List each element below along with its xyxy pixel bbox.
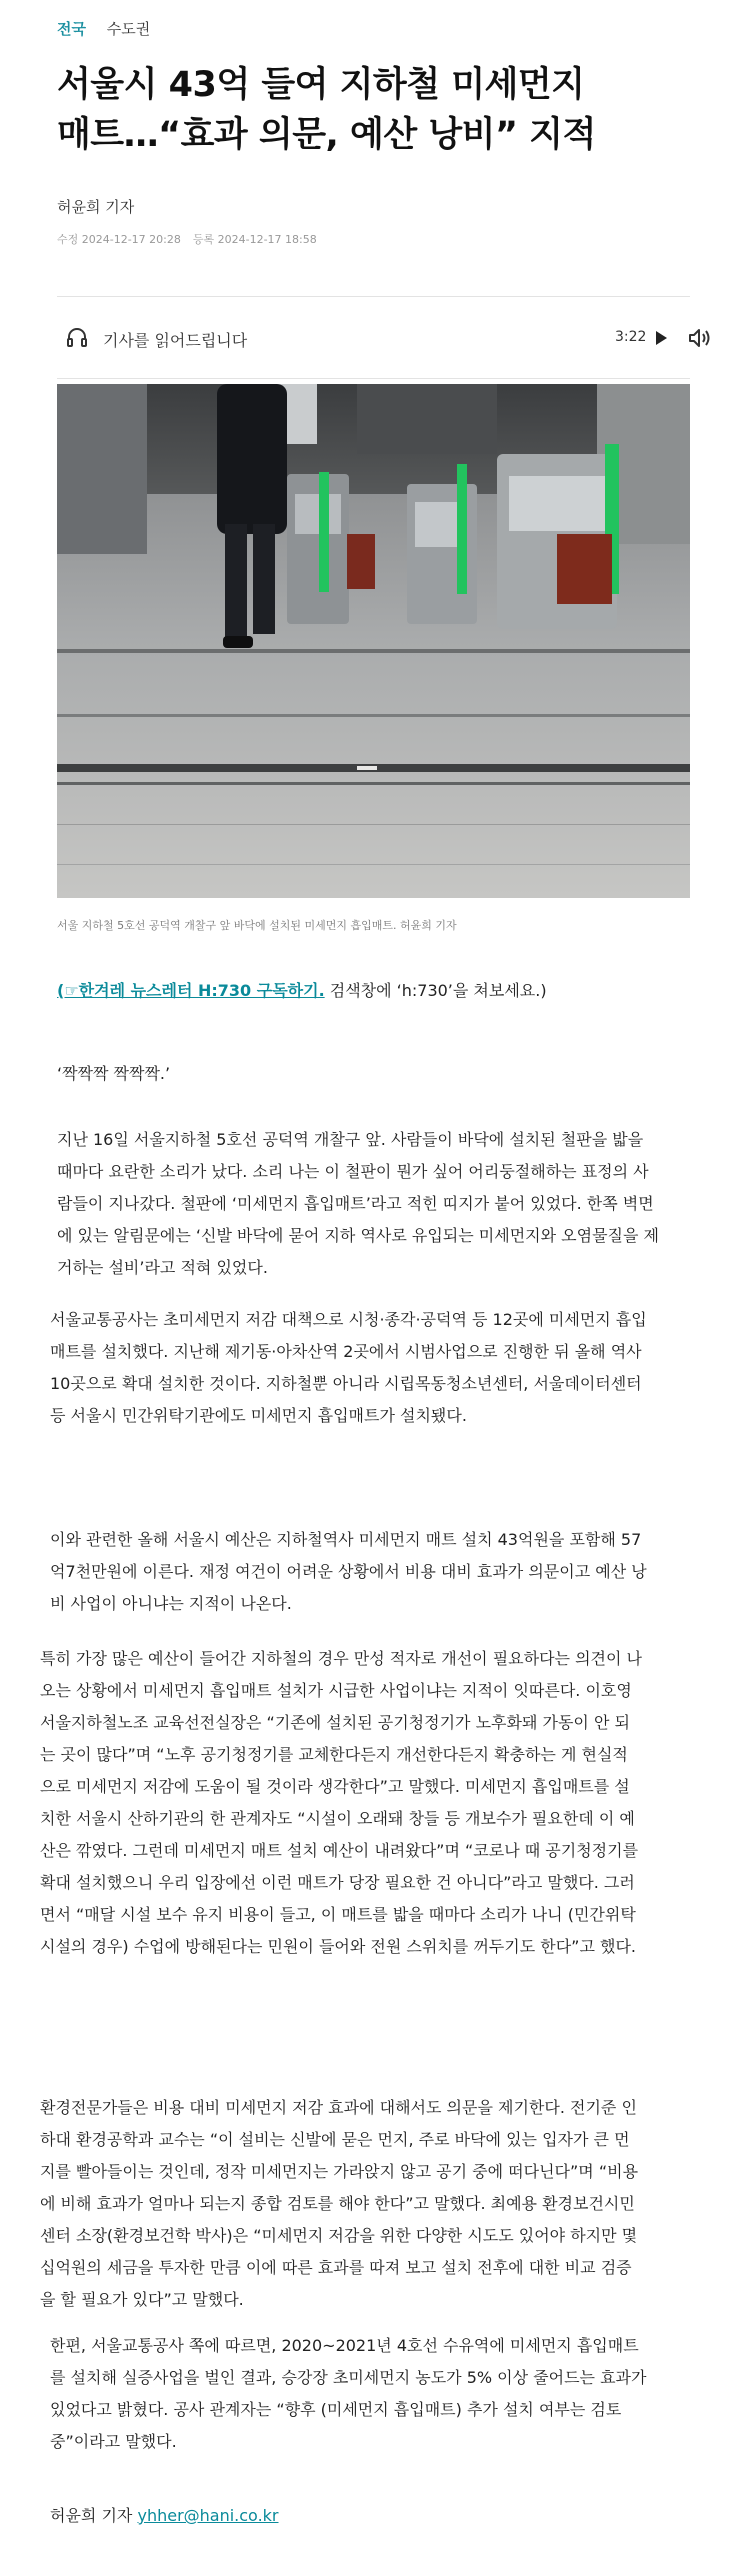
paragraph-line: 매트를 설치했다. 지난해 제기동·아차산역 2곳에서 시범사업으로 진행한 뒤 올해 역사: [50, 1342, 642, 1361]
paragraph-line: 산은 깎였다. 그런데 미세먼지 매트 설치 예산이 내려왔다”며 “코로나 때 공기청정기를: [40, 1841, 639, 1860]
audio-duration: 3:22: [615, 329, 647, 345]
paragraph-line: 특히 가장 많은 예산이 들어간 지하철의 경우 만성 적자로 개선이 필요하다는 의견이 나: [40, 1649, 642, 1668]
paragraph-2: [57, 1124, 697, 1284]
paragraph-line: 를 설치해 실증사업을 벌인 결과, 승강장 초미세먼지 농도가 5% 이상 줄어드는 효과가: [50, 2368, 647, 2387]
paragraph-line: 거하는 설비’라고 적혀 있었다.: [57, 1258, 268, 1277]
paragraph-line: 센터 소장(환경보건학 박사)은 “미세먼지 저감을 위한 다양한 시도도 있어야 하지만 몇: [40, 2226, 638, 2245]
paragraph-line: 하대 환경공학과 교수는 “이 설비는 신발에 묻은 먼지, 주로 바닥에 있는 입자가 큰 먼: [40, 2130, 630, 2149]
byline[interactable]: 허윤희 기자: [57, 198, 135, 216]
paragraph-line: 서울지하철노조 교육선전실장은 “기존에 설치된 공기청정기가 노후화돼 가동이 안 되: [40, 1713, 630, 1732]
divider: [57, 378, 690, 379]
paragraph-line: 오는 상황에서 미세먼지 흡입매트 설치가 시급한 사업이냐는 지적이 잇따른다. 이호영: [40, 1681, 632, 1700]
paragraph-3: [50, 1304, 690, 1432]
author-email-link[interactable]: yhher@hani.co.kr: [137, 2506, 279, 2525]
paragraph-5: [40, 1643, 700, 1963]
paragraph-line: 람들이 지나갔다. 철판에 ‘미세먼지 흡입매트’라고 적힌 띠지가 붙어 있었다. 한쪽 벽면: [57, 1194, 654, 1213]
paragraph-line: 이와 관련한 올해 서울시 예산은 지하철역사 미세먼지 매트 설치 43억원을 포함해 57: [50, 1530, 642, 1549]
paragraph-line: 확대 설치했으니 우리 입장에선 이런 매트가 당장 필요한 건 아니다”라고 말했다. 그러: [40, 1873, 635, 1892]
date-registered: 등록 2024-12-17 18:58: [192, 233, 317, 246]
paragraph-line: 서울교통공사는 초미세먼지 저감 대책으로 시청·종각·공덕역 등 12곳에 미세먼지 흡입: [50, 1310, 647, 1329]
author-signature: [50, 2500, 690, 2532]
play-icon[interactable]: [652, 329, 670, 347]
dates: [57, 231, 317, 247]
paragraph-line: 십억원의 세금을 투자한 만큼 이에 따른 효과를 따져 보고 설치 전후에 대한 비교 검증: [40, 2258, 632, 2277]
newsletter-promo: [57, 975, 697, 1007]
headphones-icon: [65, 326, 89, 350]
paragraph-7: [50, 2330, 690, 2458]
audio-player[interactable]: [57, 318, 690, 358]
category-breadcrumb: [57, 18, 150, 39]
paragraph-1: ‘짝짝짝 짝짝짝.’: [57, 1064, 171, 1083]
divider: [57, 296, 690, 297]
paragraph-line: 등 서울시 민간위탁기관에도 미세먼지 흡입매트가 설치됐다.: [50, 1406, 467, 1425]
paragraph-line: 있었다고 밝혔다. 공사 관계자는 “향후 (미세먼지 흡입매트) 추가 설치 여부는 검토: [50, 2400, 622, 2419]
paragraph-line: 10곳으로 확대 설치한 것이다. 지하철뿐 아니라 시립목동청소년센터, 서울데이터센터: [50, 1374, 642, 1393]
paragraph-line: 으로 미세먼지 저감에 도움이 될 것이라 생각한다”고 말했다. 미세먼지 흡입매트를 설: [40, 1777, 630, 1796]
newsletter-link[interactable]: (☞한겨레 뉴스레터 H:730 구독하기.: [57, 981, 325, 1000]
speaker-icon[interactable]: [687, 326, 713, 350]
date-modified: 수정 2024-12-17 20:28: [57, 233, 181, 246]
paragraph-6: [40, 2092, 700, 2316]
category-primary[interactable]: 전국: [57, 20, 86, 38]
author-name: 허윤희 기자: [50, 2506, 133, 2525]
paragraph-line: 지난 16일 서울지하철 5호선 공덕역 개찰구 앞. 사람들이 바닥에 설치된 철판을 밟을: [57, 1130, 644, 1149]
paragraph-line: 면서 “매달 시설 보수 유지 비용이 들고, 이 매트를 밟을 때마다 소리가 나니 (민간위탁: [40, 1905, 636, 1924]
paragraph-line: 환경전문가들은 비용 대비 미세먼지 저감 효과에 대해서도 의문을 제기한다. 전기준 인: [40, 2098, 637, 2117]
paragraph-line: 지를 빨아들이는 것인데, 정작 미세먼지는 가라앉지 않고 공기 중에 떠다닌다”며 “비용: [40, 2162, 639, 2181]
article-photo: [57, 384, 690, 898]
paragraph-4: [50, 1524, 690, 1620]
subway-gate-photo: [57, 384, 690, 898]
paragraph-line: 때마다 요란한 소리가 났다. 소리 나는 이 철판이 뭔가 싶어 어리둥절해하는 표정의 사: [57, 1162, 649, 1181]
paragraph-line: 시설의 경우) 수업에 방해된다는 민원이 들어와 전원 스위치를 꺼두기도 한다”고 했다.: [40, 1937, 636, 1956]
newsletter-hint: 검색창에 ‘h:730’을 쳐보세요.): [324, 981, 547, 1000]
headline: [57, 60, 697, 160]
headline-line-2: 매트…“효과 의문, 예산 낭비” 지적: [57, 115, 596, 155]
paragraph-line: 비 사업이 아니냐는 지적이 나온다.: [50, 1594, 292, 1613]
paragraph-line: 치한 서울시 산하기관의 한 관계자도 “시설이 오래돼 창들 등 개보수가 필요한데 이 예: [40, 1809, 635, 1828]
headline-line-1: 서울시 43억 들여 지하철 미세먼지: [57, 65, 585, 105]
audio-label: 기사를 읽어드립니다: [103, 331, 248, 350]
paragraph-line: 을 할 필요가 있다”고 말했다.: [40, 2290, 244, 2309]
paragraph-line: 중”이라고 말했다.: [50, 2432, 177, 2451]
paragraph-line: 억7천만원에 이른다. 재정 여건이 어려운 상황에서 비용 대비 효과가 의문이고 예산 낭: [50, 1562, 647, 1581]
paragraph-line: 에 있는 알림문에는 ‘신발 바닥에 묻어 지하 역사로 유입되는 미세먼지와 오염물질을 제: [57, 1226, 659, 1245]
paragraph-line: 에 비해 효과가 얼마나 되는지 종합 검토를 해야 한다”고 말했다. 최예용 환경보건시민: [40, 2194, 635, 2213]
category-secondary[interactable]: 수도권: [106, 20, 151, 38]
paragraph-line: 한편, 서울교통공사 쪽에 따르면, 2020~2021년 4호선 수유역에 미세먼지 흡입매트: [50, 2336, 639, 2355]
paragraph-line: 는 곳이 많다”며 “노후 공기청정기를 교체한다든지 개선한다든지 확충하는 게 현실적: [40, 1745, 628, 1764]
photo-caption: 서울 지하철 5호선 공덕역 개찰구 앞 바닥에 설치된 미세먼지 흡입매트. 허윤희 기자: [57, 919, 457, 932]
